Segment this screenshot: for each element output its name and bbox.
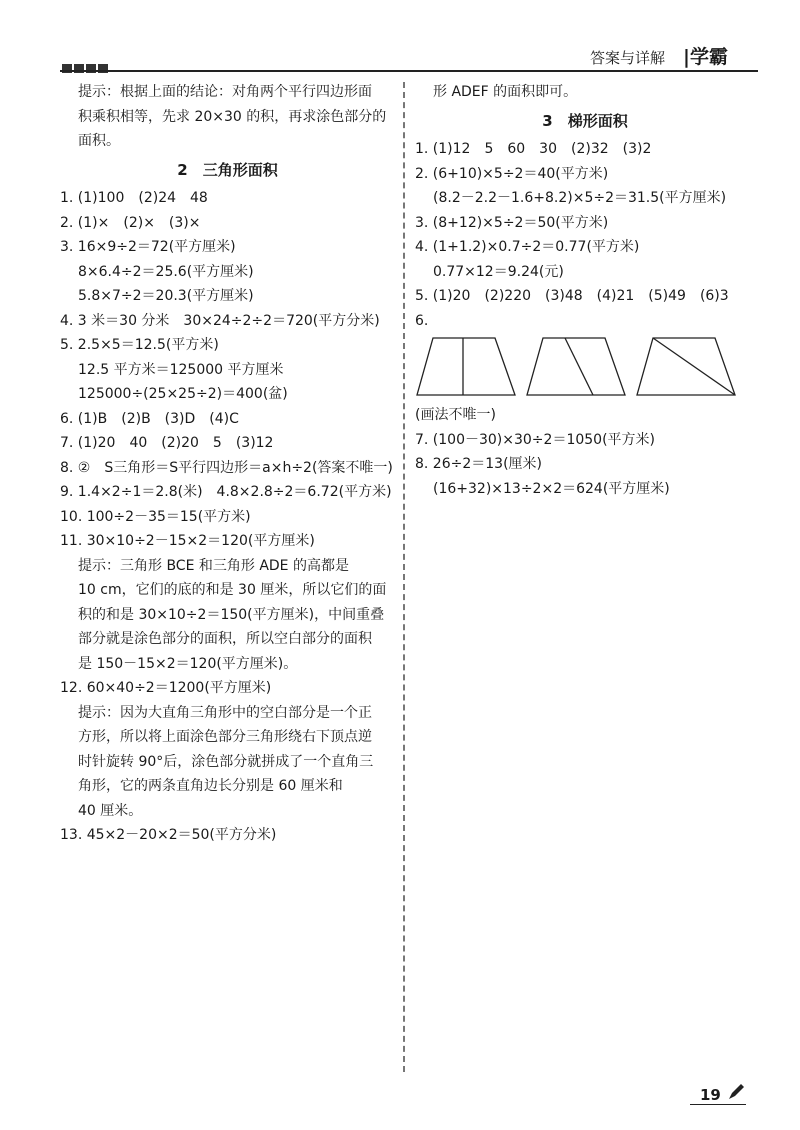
figure-note: (画法不唯一): [415, 407, 496, 423]
tip-line: 是 150－15×2＝120(平方厘米)。: [78, 655, 298, 672]
answer-line: 3. (8+12)×5÷2＝50(平方米): [415, 214, 609, 231]
tip-line: 积乘积相等，先求 20×30 的积，再求涂色部分的: [78, 108, 387, 125]
trapezoid-shape: [417, 338, 515, 395]
page-number: 19: [700, 1086, 721, 1104]
answer-line: (16+32)×13÷2×2＝624(平方厘米): [433, 480, 670, 497]
answer-line: 6.: [415, 312, 429, 329]
section-title-3: 3 梯形面积: [542, 111, 628, 130]
answer-line: 1. (1)12 5 60 30 (2)32 (3)2: [415, 141, 652, 157]
answer-line: 3. 16×9÷2＝72(平方厘米): [60, 239, 236, 255]
tip-line: 面积。: [78, 133, 120, 149]
tip-line: 提示：因为大直角三角形中的空白部分是一个正: [78, 704, 372, 721]
answer-line: 12. 60×40÷2＝1200(平方厘米): [60, 680, 272, 696]
trapezoid-figure-1: [417, 338, 515, 395]
header-decoration: [62, 58, 110, 77]
header-rule: [60, 70, 758, 72]
tip-line: 提示：根据上面的结论：对角两个平行四边形面: [78, 84, 372, 100]
section-title-2: 2 三角形面积: [177, 160, 278, 179]
tip-line: 积的和是 30×10÷2＝150(平方厘米)，中间重叠: [78, 606, 385, 623]
answer-line: 7. (100－30)×30÷2＝1050(平方米): [415, 431, 656, 448]
answer-line: 12.5 平方米＝125000 平方厘米: [78, 361, 284, 378]
trapezoid-shape: [527, 338, 625, 395]
answer-line: 4. (1+1.2)×0.7÷2＝0.77(平方米): [415, 239, 640, 255]
tip-line: 时针旋转 90°后，涂色部分就拼成了一个直角三: [78, 753, 374, 770]
answer-line: 9. 1.4×2÷1＝2.8(米) 4.8×2.8÷2＝6.72(平方米): [60, 484, 392, 500]
answer-line: 5. 2.5×5＝12.5(平方米): [60, 337, 219, 353]
header-brand: |学霸: [683, 46, 728, 68]
answer-line: 11. 30×10÷2－15×2＝120(平方厘米): [60, 533, 315, 549]
footer-rule: [690, 1104, 746, 1105]
right-column: [415, 80, 755, 501]
answer-line: 1. (1)100 (2)24 48: [60, 190, 208, 206]
answer-line: 6. (1)B (2)B (3)D (4)C: [60, 410, 239, 427]
tip-line: 10 cm，它们的底的和是 30 厘米，所以它们的面: [78, 582, 387, 598]
tip-line: 部分就是涂色部分的面积，所以空白部分的面积: [78, 631, 372, 647]
answer-line: 10. 100÷2－35＝15(平方米): [60, 508, 251, 525]
left-column: [60, 80, 395, 848]
answer-line: 2. (6+10)×5÷2＝40(平方米): [415, 165, 609, 182]
answer-line: 8. ② S三角形＝S平行四边形＝a×h÷2(答案不唯一): [60, 459, 393, 476]
tip-line: 形 ADEF 的面积即可。: [433, 84, 578, 100]
tip-line: 40 厘米。: [78, 802, 143, 819]
answer-line: 13. 45×2－20×2＝50(平方分米): [60, 827, 277, 843]
answer-line: 8×6.4÷2＝25.6(平方厘米): [78, 263, 254, 280]
answer-line: 8. 26÷2＝13(厘米): [415, 456, 542, 472]
tip-line: 角形，它的两条直角边长分别是 60 厘米和: [78, 778, 343, 794]
answer-line: (8.2－2.2－1.6+8.2)×5÷2＝31.5(平方厘米): [433, 190, 727, 206]
answer-line: 5. (1)20 (2)220 (3)48 (4)21 (5)49 (6)3: [415, 288, 729, 304]
trapezoid-figures: [415, 333, 745, 403]
cut-line: [653, 338, 735, 395]
answer-line: 125000÷(25×25÷2)＝400(盆): [78, 386, 288, 402]
trapezoid-shape: [637, 338, 735, 395]
tip-line: 方形，所以将上面涂色部分三角形绕右下顶点逆: [78, 729, 372, 745]
answer-line: 2. (1)× (2)× (3)×: [60, 214, 201, 231]
trapezoid-figure-3: [637, 338, 735, 395]
answer-line: 0.77×12＝9.24(元): [433, 263, 564, 280]
header-title: 答案与详解: [590, 49, 666, 67]
pen-icon: [726, 1082, 746, 1102]
column-divider: [403, 82, 405, 1072]
answer-line: 5.8×7÷2＝20.3(平方厘米): [78, 288, 254, 304]
answer-line: 4. 3 米＝30 分米 30×24÷2÷2＝720(平方分米): [60, 312, 380, 329]
brand-text: 学霸: [689, 46, 728, 68]
cut-line: [565, 338, 593, 395]
trapezoid-figure-2: [527, 338, 625, 395]
answer-line: 7. (1)20 40 (2)20 5 (3)12: [60, 435, 274, 451]
tip-line: 提示：三角形 BCE 和三角形 ADE 的高都是: [78, 557, 349, 574]
